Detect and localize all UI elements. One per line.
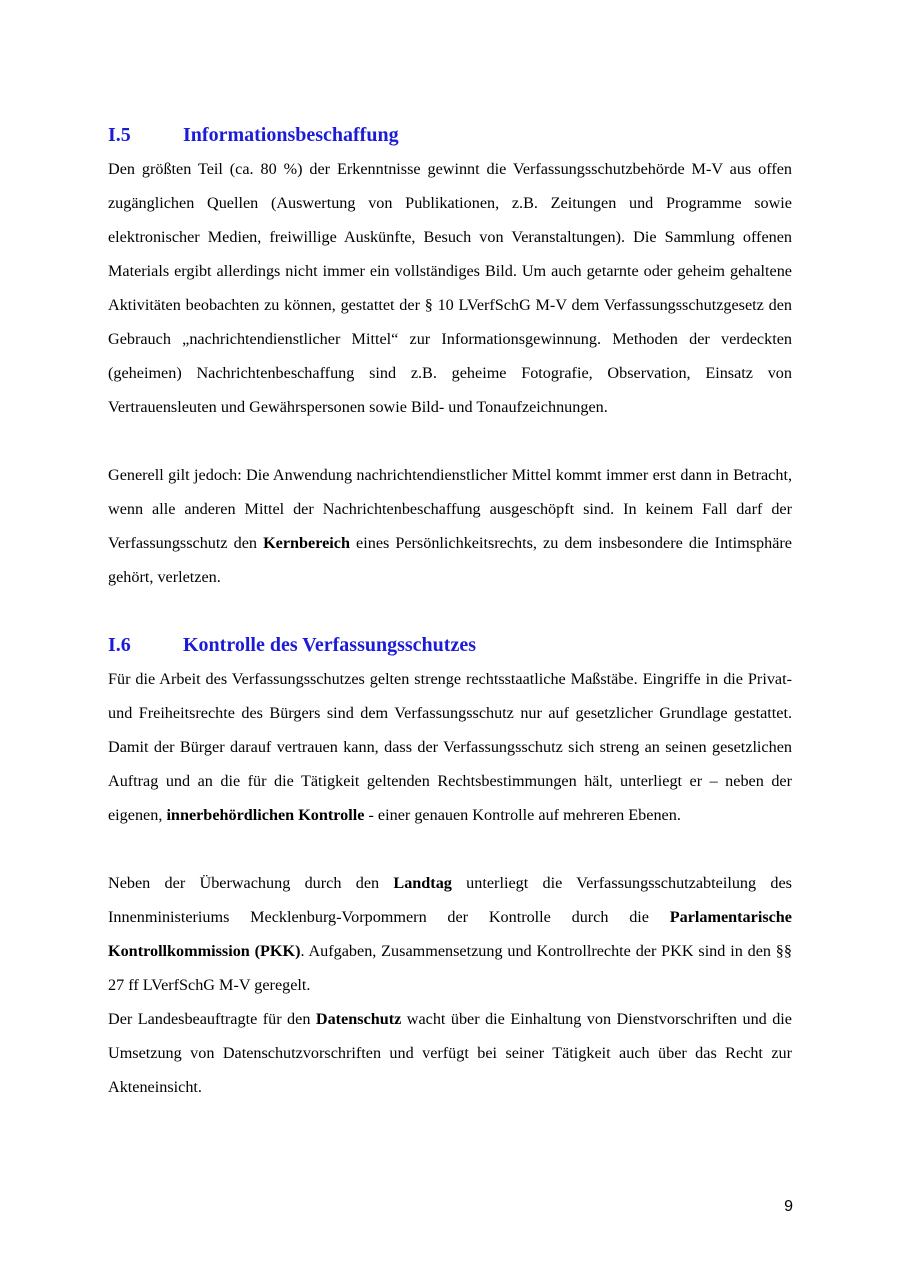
paragraph-text: - einer genauen Kontrolle auf mehreren Ebenen. (364, 806, 681, 824)
document-body (108, 118, 792, 1104)
page-number: 9 (784, 1198, 793, 1215)
paragraph-text: Generell gilt jedoch: Die Anwendung nachrichtendienstlicher Mittel kommt immer erst dann in Betracht, wenn alle anderen Mittel der Nachrichtenbeschaffung ausgeschöpft sind. In keinem Fall darf der Verfassungsschutz den (108, 466, 792, 552)
paragraph-text: Für die Arbeit des Verfassungsschutzes gelten strenge rechtsstaatliche Maßstäbe. Eingriffe in die Privat- und Freiheitsrechte des Bürgers sind dem Verfassungsschutz nur auf gesetzlicher Grundlage gestattet. Damit der Bürger darauf vertrauen kann, dass der Verfassungsschutz sich streng an seinen gesetzlichen Auftrag und an die für die Tätigkeit geltenden Rechtsbestimmungen hält, unterliegt er – neben der eigenen, (108, 670, 792, 824)
section-title: Kontrolle des Verfassungsschutzes (183, 634, 476, 656)
paragraph-text: wacht über die Einhaltung von Dienstvorschriften und die Umsetzung von Datenschutzvorschriften und verfügt bei seiner Tätigkeit auch über das Recht zur Akteneinsicht. (108, 1010, 792, 1096)
paragraph-text: . Aufgaben, Zusammensetzung und Kontrollrechte der PKK sind in den §§ 27 ff LVerfSchG M-V geregelt. (108, 942, 792, 994)
paragraph-kontrolle-intro (108, 662, 792, 832)
paragraph-landtag (108, 866, 792, 1002)
paragraph-informationsbeschaffung (108, 152, 792, 424)
bold-term-pkk: Parlamentarische Kontrollkommission (PKK) (108, 908, 792, 960)
paragraph-spacer (108, 832, 792, 866)
paragraph-spacer (108, 424, 792, 458)
bold-term-landtag: Landtag (393, 874, 452, 892)
paragraph-datenschutz (108, 1002, 792, 1104)
paragraph-text: Der Landesbeauftragte für den (108, 1010, 316, 1028)
paragraph-generell (108, 458, 792, 594)
section-number: I.5 (108, 124, 131, 146)
bold-term-innerbehoerdlich: innerbehördlichen Kontrolle (166, 806, 365, 824)
section-heading-i6 (108, 628, 792, 662)
section-spacer (108, 594, 792, 628)
section-heading-i5 (108, 118, 792, 152)
bold-term-kernbereich: Kernbereich (263, 534, 350, 552)
paragraph-text: unterliegt die Verfassungsschutzabteilung des Innenministeriums Mecklenburg-Vorpommern der Kontrolle durch die (108, 874, 792, 926)
section-number: I.6 (108, 634, 131, 656)
section-title: Informationsbeschaffung (183, 124, 399, 146)
bold-term-datenschutz: Datenschutz (315, 1010, 402, 1028)
paragraph-text: Neben der Überwachung durch den (108, 874, 394, 892)
paragraph-text: Den größten Teil (ca. 80 %) der Erkenntnisse gewinnt die Verfassungsschutzbehörde M-V aus offen zugänglichen Quellen (Auswertung von Publikationen, z.B. Zeitungen und Programme sowie elektronischer Medien, freiwillige Auskünfte, Besuch von Veranstaltungen). Die Sammlung offenen Materials ergibt allerdings nicht immer ein vollständiges Bild. Um auch getarnte oder geheim gehaltene Aktivitäten beobachten zu können, gestattet der § 10 LVerfSchG M-V dem Verfassungsschutzgesetz den Gebrauch „nachrichtendienstlicher Mittel“ zur Informationsgewinnung. Methoden der verdeckten (geheimen) Nachrichtenbeschaffung sind z.B. geheime Fotografie, Observation, Einsatz von Vertrauensleuten und Gewährspersonen sowie Bild- und Tonaufzeichnungen. (108, 160, 792, 416)
paragraph-text: eines Persönlichkeitsrechts, zu dem insbesondere die Intimsphäre gehört, verletzen. (108, 534, 792, 586)
